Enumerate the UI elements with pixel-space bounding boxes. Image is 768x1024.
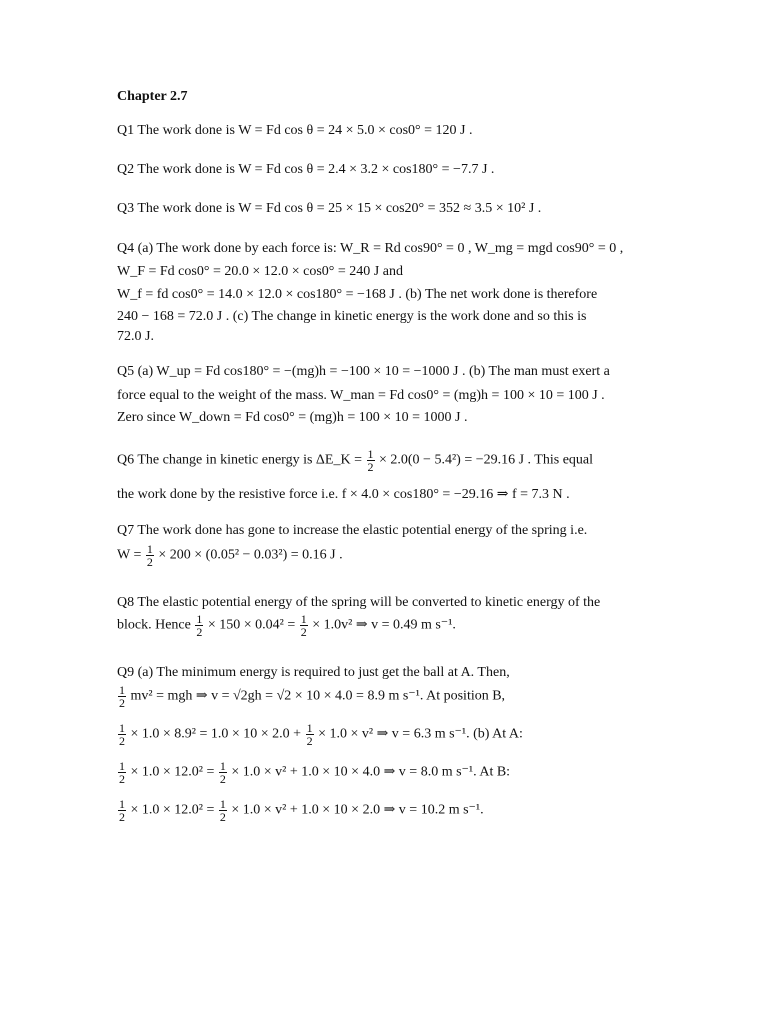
q9-line-2-text: mv² = mgh ⇒ v = √2gh = √2 × 10 × 4.0 = 8.9 m s⁻¹. At position B, (130, 688, 506, 704)
q8-fraction-1-denominator: 2 (196, 625, 203, 639)
q9-line-4-denominator-1: 2 (119, 772, 125, 786)
q9-line-2-numerator: 1 (119, 683, 125, 697)
q9-line-4-fraction-1 (118, 760, 126, 785)
q9-line-3-text-mid: × 1.0 × 8.9² = 1.0 × 10 × 2.0 + (130, 726, 302, 742)
q7-line-2 (117, 543, 343, 568)
q6-text-post: × 2.0(0 − 5.4²) = −29.16 J . This equal (379, 452, 594, 468)
q8-fraction-1 (195, 613, 203, 638)
q4-line-2: W_F = Fd cos0° = 20.0 × 12.0 × cos0° = 240 J and (117, 264, 403, 279)
q4-line-3: W_f = fd cos0° = 14.0 × 12.0 × cos180° = −168 J . (b) The net work done is therefore (117, 287, 598, 302)
q4-line-5: 72.0 J. (117, 329, 154, 344)
q7-text-pre: W = (117, 547, 142, 563)
q9-line-4-numerator-2: 1 (219, 759, 226, 773)
q4-line-1: Q4 (a) The work done by each force is: W_R = Rd cos90° = 0 , W_mg = mgd cos90° = 0 , (117, 241, 624, 256)
q9-line-3-text-post: × 1.0 × v² ⇒ v = 6.3 m s⁻¹. (b) At A: (318, 726, 523, 742)
q8-line-1: Q8 The elastic potential energy of the spring will be converted to kinetic energy of the (117, 595, 601, 610)
q3-answer: Q3 The work done is W = Fd cos θ = 25 × 15 × cos20° = 352 ≈ 3.5 × 10² J . (117, 201, 542, 216)
q7-fraction-numerator: 1 (146, 542, 153, 556)
q9-line-3-numerator-2: 1 (306, 721, 313, 735)
q9-line-3-fraction-1 (118, 722, 126, 747)
q7-fraction-denominator: 2 (146, 555, 153, 569)
q6-text-pre: Q6 The change in kinetic energy is ΔE_K = (117, 452, 362, 468)
q5-line-1: Q5 (a) W_up = Fd cos180° = −(mg)h = −100 × 10 = −1000 J . (b) The man must exert a (117, 364, 610, 379)
q9-line-5 (117, 798, 484, 823)
q8-text-post: × 1.0v² ⇒ v = 0.49 m s⁻¹. (312, 617, 456, 633)
q6-fraction-denominator: 2 (367, 460, 374, 474)
q6-line-1 (117, 448, 593, 473)
q7-line-1: Q7 The work done has gone to increase the elastic potential energy of the spring i.e. (117, 523, 588, 538)
q5-line-3: Zero since W_down = Fd cos0° = (mg)h = 100 × 10 = 1000 J . (117, 410, 468, 425)
q9-line-2-denominator: 2 (119, 696, 125, 710)
q9-line-1: Q9 (a) The minimum energy is required to just get the ball at A. Then, (117, 665, 510, 680)
q9-line-4-numerator-1: 1 (119, 759, 125, 773)
q6-fraction (367, 448, 375, 473)
q9-line-3-denominator-1: 2 (119, 734, 125, 748)
q9-line-5-text-mid: × 1.0 × 12.0² = (130, 802, 215, 818)
q9-line-5-fraction-2 (219, 798, 227, 823)
q9-line-3-denominator-2: 2 (306, 734, 313, 748)
q9-line-4-denominator-2: 2 (219, 772, 226, 786)
q8-fraction-2-denominator: 2 (300, 625, 307, 639)
q9-line-2 (117, 684, 505, 709)
q8-fraction-1-numerator: 1 (196, 612, 203, 626)
q9-line-4-text-post: × 1.0 × v² + 1.0 × 10 × 4.0 ⇒ v = 8.0 m s⁻¹. At B: (231, 764, 511, 780)
q9-line-5-numerator-2: 1 (219, 797, 226, 811)
q4-line-4: 240 − 168 = 72.0 J . (c) The change in kinetic energy is the work done and so this is (117, 309, 587, 324)
q9-line-2-fraction (118, 684, 126, 709)
q8-text-pre: block. Hence (117, 617, 191, 633)
q7-text-post: × 200 × (0.05² − 0.03²) = 0.16 J . (158, 547, 343, 563)
q6-line-2: the work done by the resistive force i.e. f × 4.0 × cos180° = −29.16 ⇒ f = 7.3 N . (117, 487, 570, 502)
q9-line-5-fraction-1 (118, 798, 126, 823)
q1-answer: Q1 The work done is W = Fd cos θ = 24 × 5.0 × cos0° = 120 J . (117, 123, 473, 138)
q9-line-4 (117, 760, 510, 785)
q5-line-2: force equal to the weight of the mass. W_man = Fd cos0° = (mg)h = 100 × 10 = 100 J . (117, 388, 605, 403)
q9-line-5-numerator-1: 1 (119, 797, 125, 811)
q8-line-2 (117, 613, 456, 638)
chapter-heading: Chapter 2.7 (117, 89, 188, 104)
q9-line-4-text-mid: × 1.0 × 12.0² = (130, 764, 215, 780)
q8-text-mid: × 150 × 0.04² = (207, 617, 296, 633)
q9-line-3-numerator-1: 1 (119, 721, 125, 735)
q8-fraction-2 (300, 613, 308, 638)
q7-fraction (146, 543, 154, 568)
q8-fraction-2-numerator: 1 (300, 612, 307, 626)
q2-answer: Q2 The work done is W = Fd cos θ = 2.4 × 3.2 × cos180° = −7.7 J . (117, 162, 495, 177)
q9-line-3-fraction-2 (306, 722, 314, 747)
q9-line-4-fraction-2 (219, 760, 227, 785)
q9-line-5-text-post: × 1.0 × v² + 1.0 × 10 × 2.0 ⇒ v = 10.2 m s⁻¹. (231, 802, 484, 818)
q9-line-5-denominator-2: 2 (219, 810, 226, 824)
q9-line-5-denominator-1: 2 (119, 810, 125, 824)
q9-line-3 (117, 722, 523, 747)
q6-fraction-numerator: 1 (367, 447, 374, 461)
